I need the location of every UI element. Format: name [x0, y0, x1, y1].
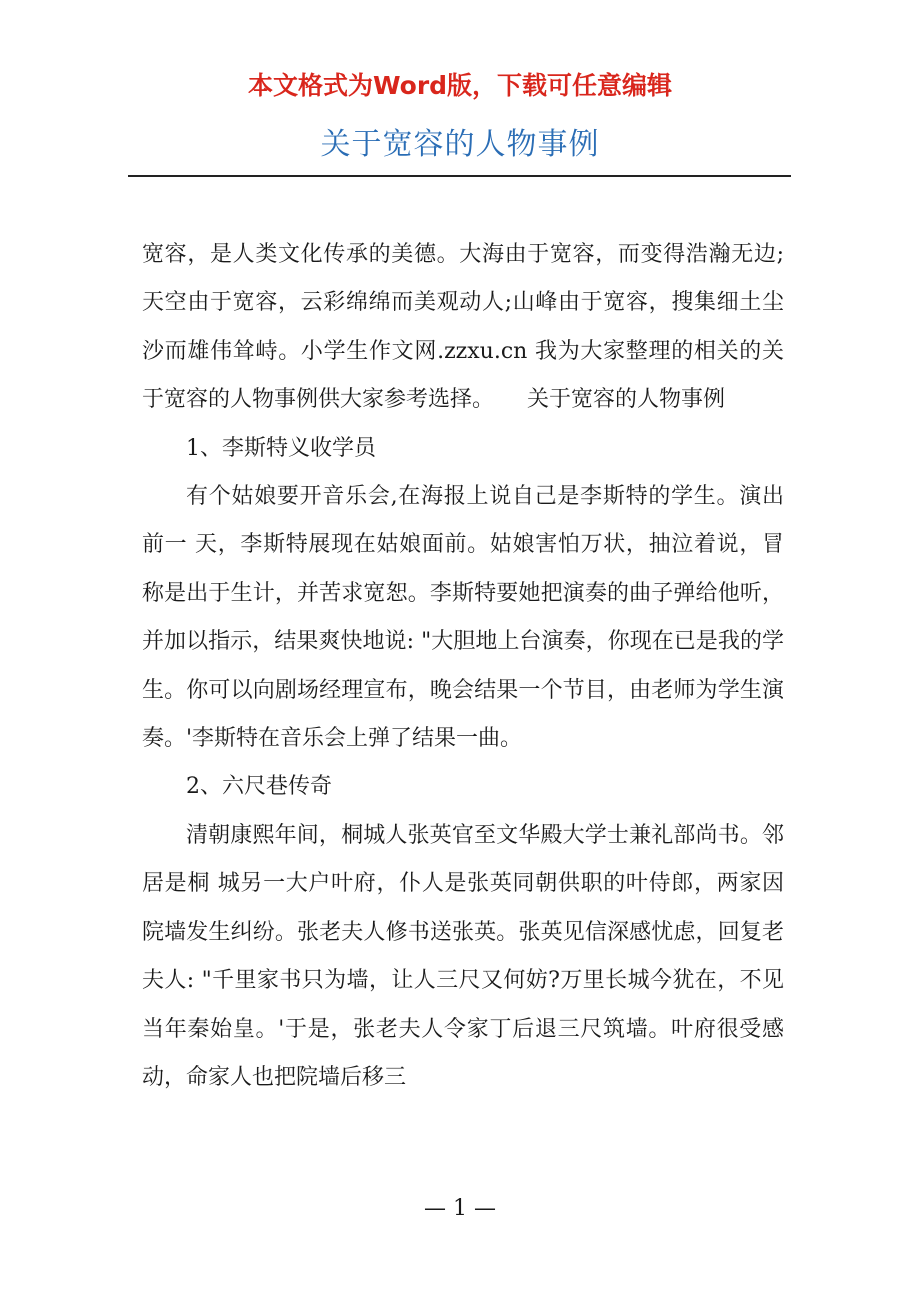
document-body — [142, 231, 784, 1102]
section-heading-1: 1、李斯特义收学员 — [186, 435, 376, 461]
intro-paragraph: 宽容，是人类文化传承的美德。大海由于宽容，而变得浩瀚无边;天空由于宽容，云彩绵绵而美观动人;山峰由于宽容，搜集细土尘沙而雄伟耸峙。小学生作文网.zzxu.cn 我为大家整理的相关的关于宽容的人物事例供大家参考选择。 关于宽容的人物事例 — [142, 242, 784, 413]
section-heading-2: 2、六尺巷传奇 — [186, 774, 332, 800]
document-title: 关于宽容的人物事例 — [320, 127, 600, 162]
format-banner: 本文格式为Word版，下载可任意编辑 — [247, 71, 673, 100]
section-paragraph-1: 有个姑娘要开音乐会,在海报上说自己是李斯特的学生。演出前一 天，李斯特展现在姑娘面前。姑娘害怕万状，抽泣着说，冒称是出于生计，并苦求宽恕。李斯特要她把演奏的曲子弹给他听，并加以指示，结果爽快地说: "大胆地上台演奏，你现在已是我的学生。你可以向剧场经理宣布，晚会结果一个节目，由老师为学生演奏。'李斯特在音乐会上弹了结果一曲。 — [142, 484, 784, 752]
title-divider — [128, 175, 791, 177]
page-number: — 1 — — [424, 1196, 496, 1221]
section-paragraph-2: 清朝康熙年间，桐城人张英官至文华殿大学士兼礼部尚书。邻居是桐 城另一大户叶府，仆人是张英同朝供职的叶侍郎，两家因院墙发生纠纷。张老夫人修书送张英。张英见信深感忧虑，回复老夫人: "千里家书只为墙，让人三尺又何妨?万里长城今犹在，不见当年秦始皇。'于是，张老夫人令家丁后退三尺筑墙。叶府很受感动，命家人也把院墙后移三 — [142, 822, 784, 1090]
